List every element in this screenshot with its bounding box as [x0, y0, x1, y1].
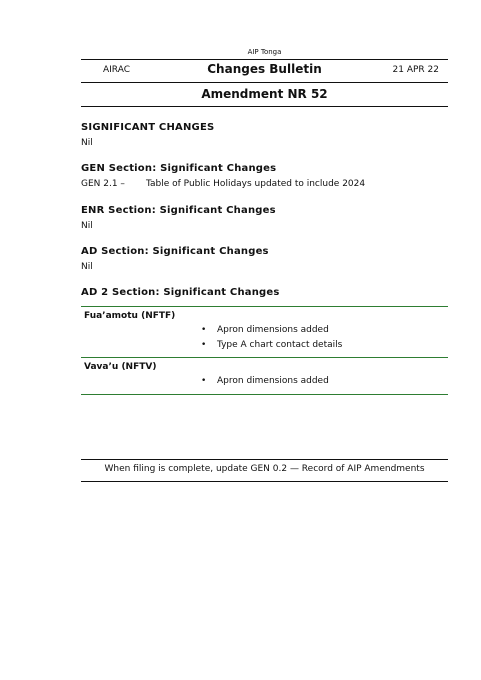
footer-bottom-rule: [81, 481, 448, 482]
ad2-table-top-rule: [81, 306, 448, 307]
footer-top-rule: [81, 459, 448, 460]
bulletin-date: 21 APR 22: [392, 65, 439, 75]
amendment-number: Amendment NR 52: [201, 87, 328, 101]
significant-text: Nil: [81, 138, 93, 148]
header-bottom-rule: [81, 106, 448, 107]
gen-heading: GEN Section: Significant Changes: [81, 163, 277, 174]
ad2-row-divider: [81, 357, 448, 358]
header-row: [81, 61, 448, 81]
enr-heading: ENR Section: Significant Changes: [81, 205, 276, 216]
bullet-icon: •: [201, 376, 207, 386]
header-mid-rule: [81, 82, 448, 83]
ad2-heading: AD 2 Section: Significant Changes: [81, 287, 280, 298]
gen-change-text: Table of Public Holidays updated to include 2024: [146, 179, 366, 189]
aerodrome-name: Vava’u (NFTV): [84, 362, 157, 372]
list-item: [201, 325, 329, 335]
significant-heading: SIGNIFICANT CHANGES: [81, 122, 215, 133]
list-item: [201, 340, 342, 350]
enr-text: Nil: [81, 221, 93, 231]
ad-heading: AD Section: Significant Changes: [81, 246, 269, 257]
airac-label: AIRAC: [103, 65, 130, 75]
change-item-text: Apron dimensions added: [217, 325, 329, 335]
bulletin-title: Changes Bulletin: [207, 62, 322, 76]
list-item: [201, 376, 329, 386]
running-head: AIP Tonga: [247, 48, 282, 56]
change-item-text: Apron dimensions added: [217, 376, 329, 386]
filing-instruction: When filing is complete, update GEN 0.2 — Record of AIP Amendments: [104, 464, 425, 474]
aerodrome-name: Fua’amotu (NFTF): [84, 311, 176, 321]
bullet-icon: •: [201, 340, 207, 350]
ad-text: Nil: [81, 262, 93, 272]
gen-reference: GEN 2.1 –: [81, 179, 125, 189]
change-item-text: Type A chart contact details: [217, 340, 343, 350]
ad2-table-bottom-rule: [81, 394, 448, 395]
bullet-icon: •: [201, 325, 207, 335]
header-top-rule: [81, 59, 448, 60]
